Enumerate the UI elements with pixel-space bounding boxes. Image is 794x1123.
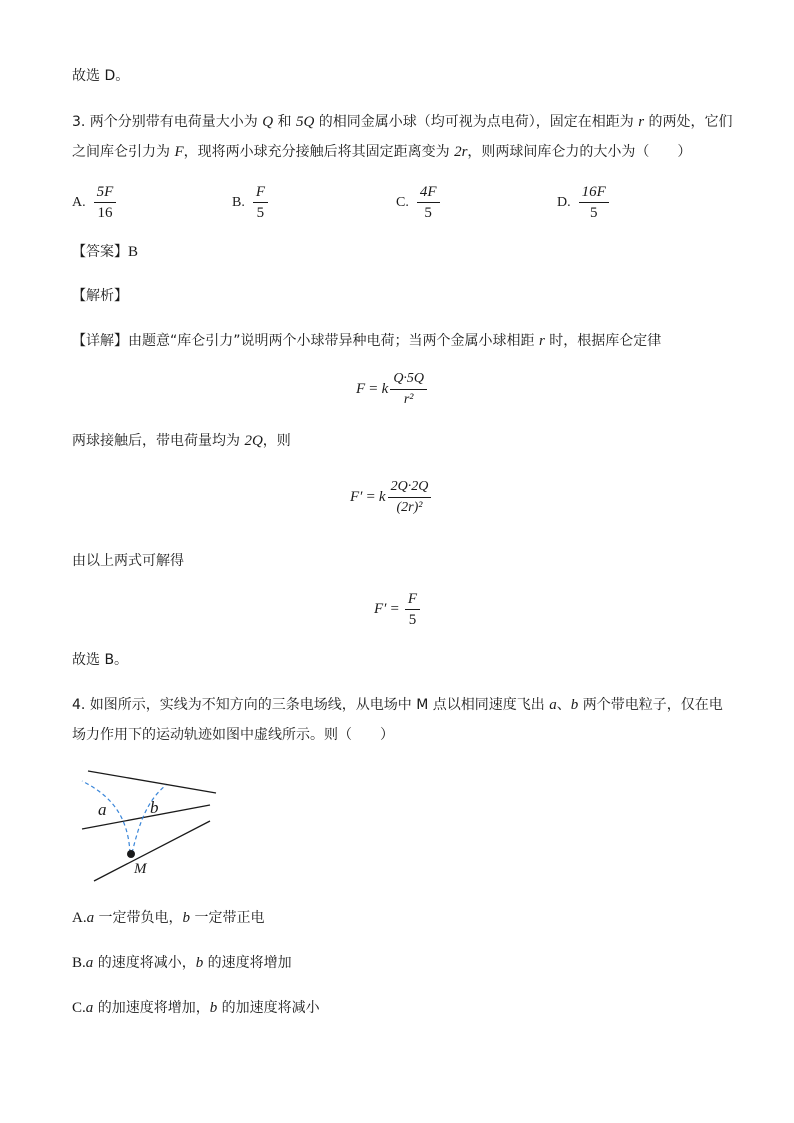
eq-fraction [390, 370, 427, 409]
q3-var: F [174, 144, 184, 160]
q3-text: ，现将两小球充分接触后将其固定距离变为 [183, 144, 455, 160]
q4-text: 4. 如图所示，实线为不知方向的三条电场线，从电场中 M 点以相同速度飞出 [72, 697, 550, 713]
eq-numerator: 2Q·2Q [388, 478, 432, 498]
q3-var: 5Q [296, 114, 315, 130]
q3-text: 的两处，它们 [644, 114, 733, 130]
q3-option-a[interactable] [72, 183, 116, 222]
fraction-denominator: 16 [97, 205, 113, 221]
q4-stem-line2: 场力作用下的运动轨迹如图中虚线所示。则（ ） [72, 727, 394, 743]
field-line-bottom [94, 821, 210, 881]
option-fraction [94, 183, 117, 222]
eq-lhs: F′ [374, 601, 387, 617]
option-fraction [253, 183, 268, 222]
option-fraction [417, 183, 440, 222]
detail-text: 由题意“库仑引力”说明两个小球带异种电荷；当两个金属小球相距 [128, 333, 539, 349]
equation-coulomb [356, 370, 427, 409]
option-text: 的速度将增加 [203, 955, 292, 971]
q4-option-a[interactable] [72, 908, 265, 928]
q3-stem-line1 [72, 112, 733, 132]
eq-equals: = [369, 381, 378, 397]
q3-text: 的相同金属小球（均可视为点电荷），固定在相距为 [314, 114, 639, 130]
q4-stem-line1 [72, 695, 723, 715]
eq-numerator: F [405, 590, 420, 610]
contact-text: 两球接触后，带电荷量均为 [72, 433, 245, 449]
fraction-denominator: 5 [424, 205, 432, 221]
q3-text: ，则两球间库仑力的大小为（ ） [467, 144, 692, 160]
label-b: b [150, 798, 159, 817]
answer-tag: 【答案】 [72, 244, 128, 260]
q3-var: r [638, 114, 645, 130]
detail-var: r [538, 333, 545, 349]
q3-detail [72, 331, 661, 351]
eq-equals: = [366, 489, 375, 505]
contact-var: 2Q [244, 433, 263, 449]
contact-text: ，则 [262, 433, 291, 449]
q3-var: 2r [454, 144, 468, 160]
q3-stem-line2 [72, 142, 691, 162]
option-text: 一定带正电 [190, 910, 265, 926]
option-var: a [86, 910, 95, 926]
q3-option-c[interactable] [396, 183, 440, 222]
fraction-numerator: 5F [94, 183, 117, 203]
option-text: 的加速度将减小 [217, 1000, 320, 1016]
eq-lhs: F [356, 381, 366, 397]
option-fraction [579, 183, 609, 222]
option-label: B. [72, 955, 86, 971]
field-line-top [88, 771, 216, 793]
answer-value: B [128, 244, 139, 260]
option-var: b [195, 955, 204, 971]
option-text: 的速度将减小， [93, 955, 196, 971]
detail-text: 时，根据库仑定律 [544, 333, 662, 349]
q3-var: Q [262, 114, 274, 130]
eq-denominator: (2r)² [396, 500, 423, 515]
option-label: C. [72, 1000, 86, 1016]
q3-option-b[interactable] [232, 183, 268, 222]
q3-derive: 由以上两式可解得 [72, 553, 184, 569]
eq-denominator: 5 [408, 612, 417, 628]
fraction-denominator: 5 [256, 205, 265, 221]
label-m: M [134, 861, 147, 877]
option-label: C. [396, 194, 409, 210]
q4-text: 两个带电粒子，仅在电 [578, 697, 723, 713]
q4-field-figure [70, 765, 230, 885]
fraction-denominator: 5 [589, 205, 598, 221]
option-text: 的加速度将增加， [93, 1000, 210, 1016]
q3-contact [72, 431, 291, 451]
option-var: b [182, 910, 191, 926]
eq-k: k [378, 489, 386, 505]
q3-conclusion: 故选 B。 [72, 652, 129, 668]
q3-answer [72, 242, 138, 262]
option-label: A. [72, 910, 87, 926]
option-label: D. [557, 194, 571, 210]
q4-option-c[interactable] [72, 998, 320, 1018]
detail-tag: 【详解】 [72, 333, 128, 349]
q4-option-b[interactable] [72, 953, 292, 973]
eq-equals: = [390, 601, 399, 617]
option-var: a [85, 955, 94, 971]
point-m-dot [127, 850, 135, 858]
fraction-numerator: F [253, 183, 268, 203]
option-var: b [209, 1000, 218, 1016]
equation-result [374, 590, 420, 629]
eq-fraction [405, 590, 420, 629]
q4-var: a [549, 697, 557, 713]
fraction-numerator: 16F [579, 183, 609, 203]
equation-after-contact [350, 478, 431, 517]
prev-answer: 故选 D。 [72, 68, 130, 84]
eq-k: k [381, 381, 389, 397]
q3-analysis-tag: 【解析】 [72, 288, 128, 304]
q4-var: b [570, 697, 579, 713]
eq-denominator: r² [403, 392, 414, 407]
q3-option-d[interactable] [557, 183, 609, 222]
eq-numerator: Q·5Q [390, 370, 427, 390]
label-a: a [98, 800, 107, 819]
option-text: 一定带负电， [94, 910, 183, 926]
q4-text: 、 [556, 697, 571, 713]
q3-text: 3. 两个分别带有电荷量大小为 [72, 114, 263, 130]
fraction-numerator: 4F [417, 183, 440, 203]
option-label: B. [232, 194, 245, 210]
q3-text: 和 [273, 114, 297, 130]
option-var: a [85, 1000, 94, 1016]
option-label: A. [72, 194, 86, 210]
eq-fraction [388, 478, 432, 517]
eq-lhs: F′ [350, 489, 363, 505]
q3-text: 之间库仑引力为 [72, 144, 175, 160]
